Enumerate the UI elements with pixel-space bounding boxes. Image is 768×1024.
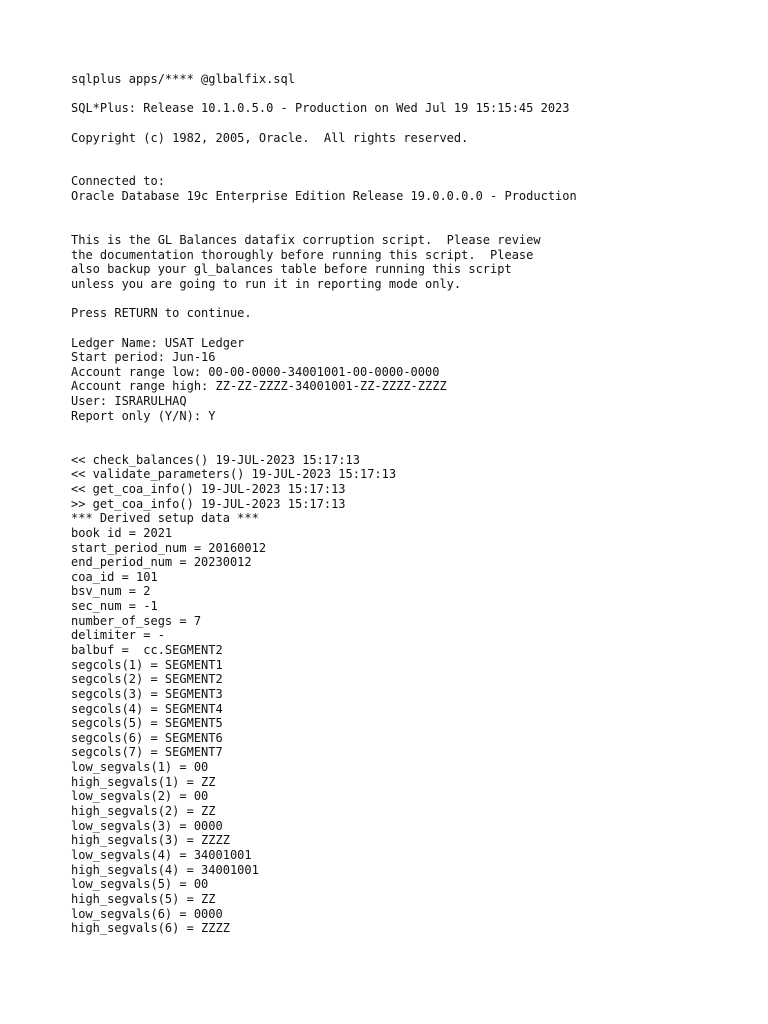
- blank-line: [71, 87, 768, 102]
- terminal-line: low_segvals(1) = 00: [71, 760, 209, 775]
- terminal-line: low_segvals(5) = 00: [71, 877, 209, 892]
- terminal-line: number_of_segs = 7: [71, 613, 202, 628]
- blank-line: [71, 438, 768, 453]
- blank-line: [71, 218, 768, 233]
- terminal-line: low_segvals(2) = 00: [71, 789, 209, 804]
- terminal-line: segcols(6) = SEGMENT6: [71, 730, 223, 745]
- blank-line: [71, 292, 768, 307]
- terminal-line: unless you are going to run it in reporting mode only.: [71, 276, 462, 291]
- terminal-line: start_period_num = 20160012: [71, 540, 267, 555]
- terminal-line: << validate_parameters() 19-JUL-2023 15:17:13: [71, 467, 397, 482]
- terminal-line: book id = 2021: [71, 525, 173, 540]
- blank-line: [71, 116, 768, 131]
- terminal-line: high_segvals(4) = 34001001: [71, 862, 259, 877]
- terminal-line: segcols(1) = SEGMENT1: [71, 657, 223, 672]
- terminal-line: sec_num = -1: [71, 599, 158, 614]
- terminal-line: high_segvals(3) = ZZZZ: [71, 833, 230, 848]
- terminal-line: segcols(7) = SEGMENT7: [71, 745, 223, 760]
- terminal-line: bsv_num = 2: [71, 584, 151, 599]
- terminal-line: *** Derived setup data ***: [71, 511, 259, 526]
- blank-line: [71, 423, 768, 438]
- blank-line: [71, 160, 768, 175]
- terminal-output: [71, 72, 768, 936]
- terminal-line: delimiter = -: [71, 628, 165, 643]
- terminal-line: Connected to:: [71, 174, 165, 189]
- terminal-line: high_segvals(2) = ZZ: [71, 804, 216, 819]
- terminal-line: high_segvals(1) = ZZ: [71, 774, 216, 789]
- blank-line: [71, 204, 768, 219]
- terminal-line: end_period_num = 20230012: [71, 555, 252, 570]
- terminal-line: segcols(5) = SEGMENT5: [71, 716, 223, 731]
- terminal-line: low_segvals(4) = 34001001: [71, 847, 252, 862]
- terminal-line: >> get_coa_info() 19-JUL-2023 15:17:13: [71, 496, 346, 511]
- terminal-line: segcols(4) = SEGMENT4: [71, 701, 223, 716]
- terminal-line: segcols(3) = SEGMENT3: [71, 686, 223, 701]
- terminal-line: Press RETURN to continue.: [71, 306, 252, 321]
- blank-line: [71, 321, 768, 336]
- terminal-line: segcols(2) = SEGMENT2: [71, 672, 223, 687]
- terminal-line: low_segvals(3) = 0000: [71, 818, 223, 833]
- terminal-line: high_segvals(6) = ZZZZ: [71, 921, 230, 936]
- terminal-line: Report only (Y/N): Y: [71, 408, 216, 423]
- terminal-line: low_segvals(6) = 0000: [71, 906, 223, 921]
- terminal-line: << check_balances() 19-JUL-2023 15:17:13: [71, 452, 360, 467]
- terminal-line: Ledger Name: USAT Ledger: [71, 335, 245, 350]
- terminal-line: the documentation thoroughly before running this script. Please: [71, 247, 534, 262]
- terminal-line: Start period: Jun-16: [71, 350, 216, 365]
- terminal-line: User: ISRARULHAQ: [71, 394, 187, 409]
- terminal-line: Copyright (c) 1982, 2005, Oracle. All rights reserved.: [71, 130, 469, 145]
- blank-line: [71, 145, 768, 160]
- terminal-line: also backup your gl_balances table before running this script: [71, 262, 512, 277]
- terminal-line: coa_id = 101: [71, 569, 158, 584]
- terminal-line: SQL*Plus: Release 10.1.0.5.0 - Production on Wed Jul 19 15:15:45 2023: [71, 101, 570, 116]
- terminal-line: sqlplus apps/**** @glbalfix.sql: [71, 72, 295, 86]
- terminal-line: Oracle Database 19c Enterprise Edition Release 19.0.0.0.0 - Production: [71, 189, 577, 204]
- terminal-line: << get_coa_info() 19-JUL-2023 15:17:13: [71, 481, 346, 496]
- terminal-line: This is the GL Balances datafix corruption script. Please review: [71, 233, 541, 248]
- terminal-line: balbuf = cc.SEGMENT2: [71, 642, 223, 657]
- terminal-line: Account range low: 00-00-0000-34001001-00-0000-0000: [71, 364, 440, 379]
- terminal-line: high_segvals(5) = ZZ: [71, 891, 216, 906]
- terminal-line: Account range high: ZZ-ZZ-ZZZZ-34001001-ZZ-ZZZZ-ZZZZ: [71, 379, 447, 394]
